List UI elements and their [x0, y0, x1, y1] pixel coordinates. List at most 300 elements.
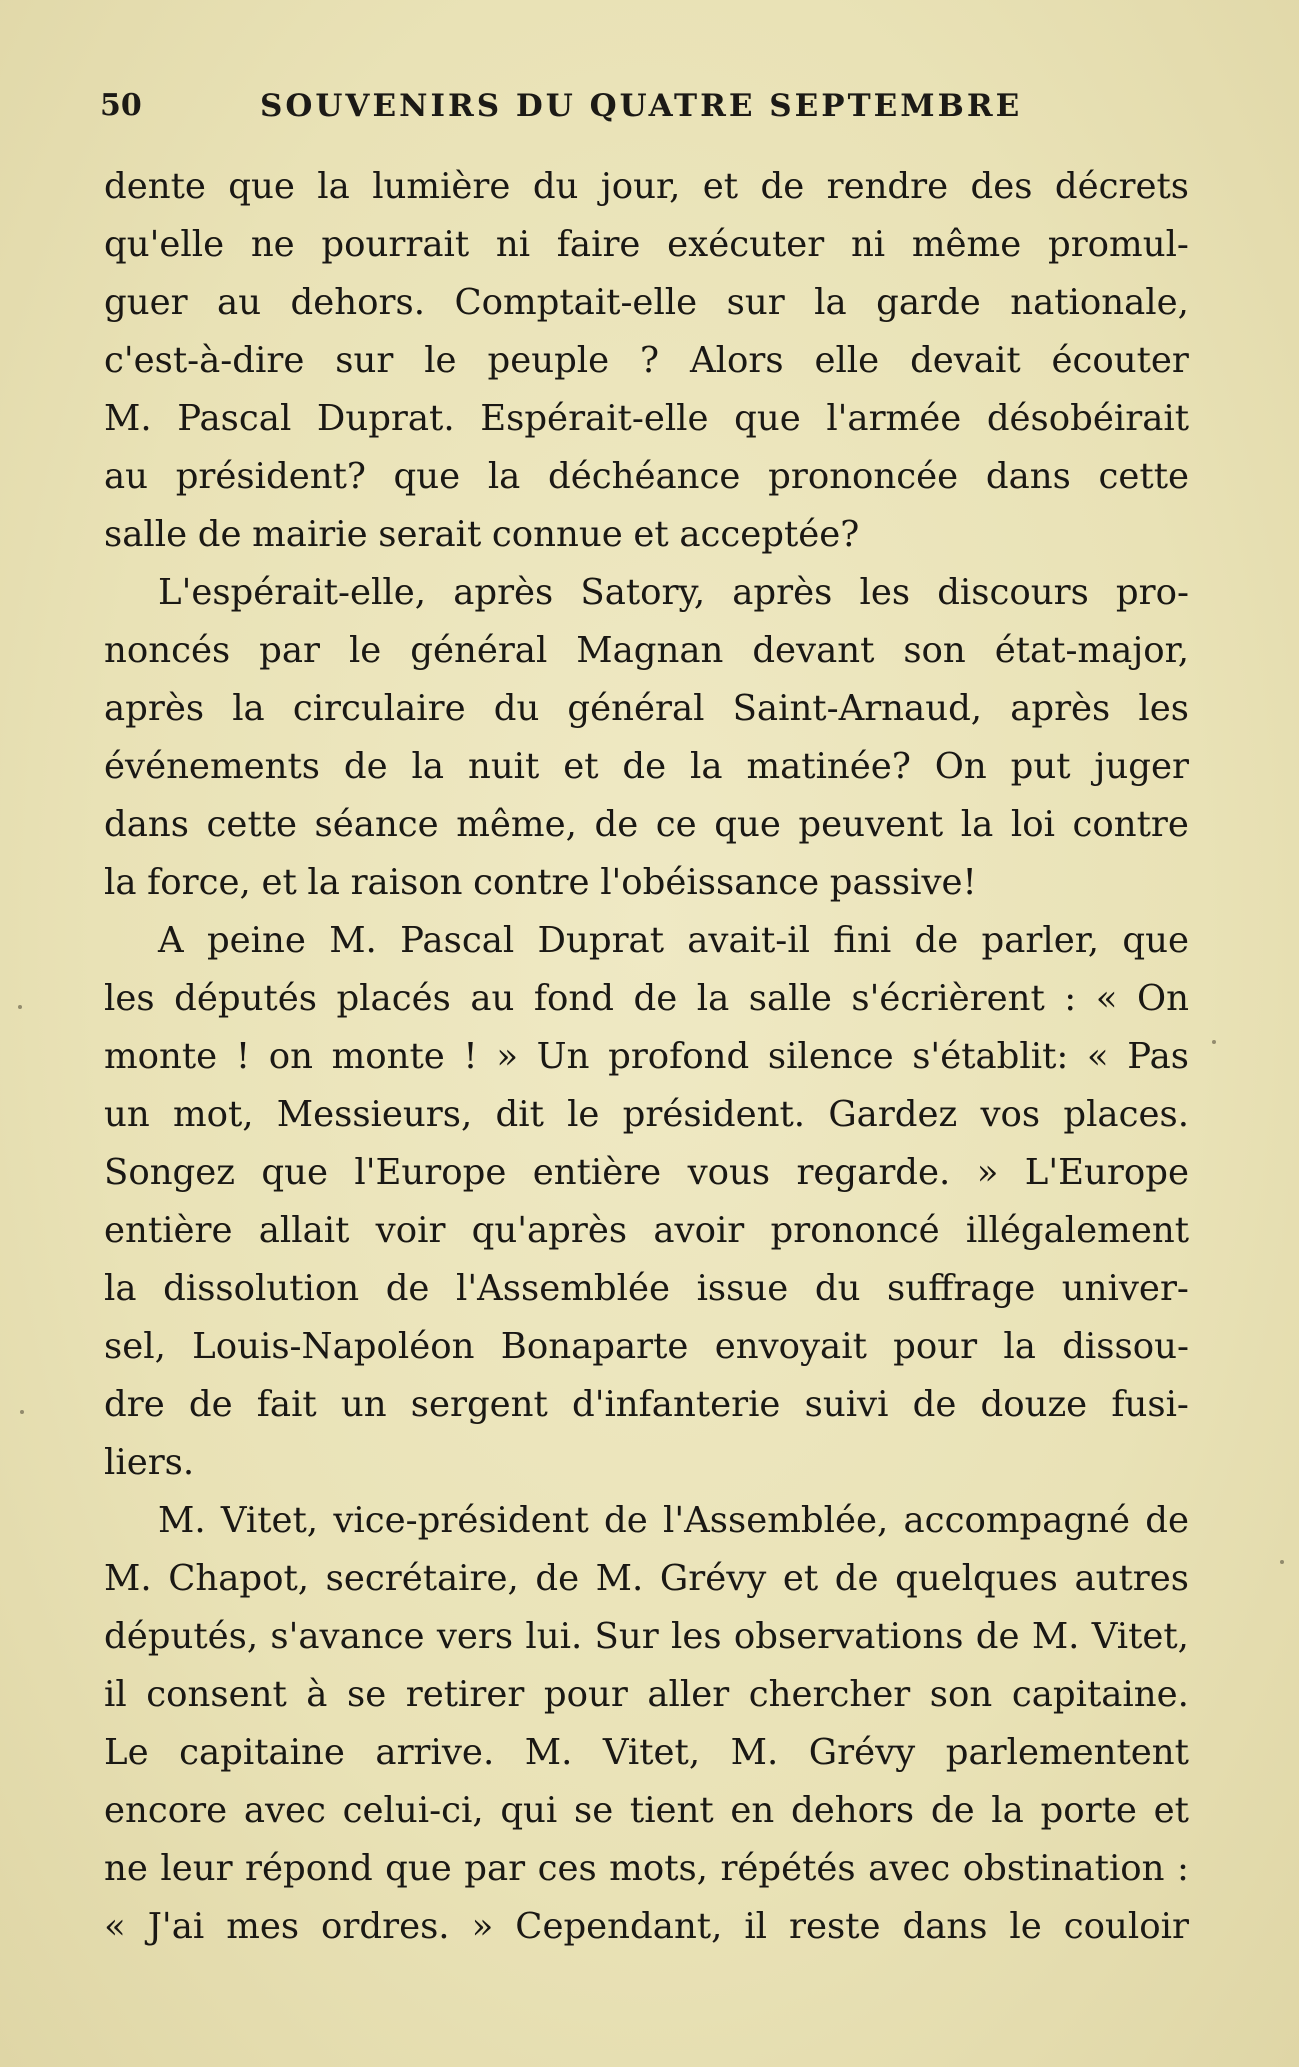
word: qu'elle: [104, 224, 225, 265]
text-line: [104, 158, 1189, 216]
word: au: [217, 282, 262, 323]
word: parler,: [981, 920, 1100, 961]
word: de: [604, 1500, 648, 1541]
word: les: [671, 1616, 722, 1657]
word: voir: [375, 1210, 446, 1251]
word: répond: [245, 1848, 373, 1889]
word: :: [1177, 1848, 1189, 1889]
word: au: [470, 978, 515, 1019]
word: fusi-: [1111, 1384, 1189, 1425]
word: de: [930, 1790, 975, 1831]
word: un: [340, 1384, 387, 1425]
word: «: [1095, 978, 1118, 1019]
word: suffrage: [887, 1268, 1036, 1309]
word: »: [496, 1036, 519, 1077]
word: ni: [495, 224, 531, 265]
paper-speck: [1280, 1560, 1284, 1564]
word: fini: [833, 920, 892, 961]
word: désobéirait: [986, 398, 1189, 439]
word: la: [696, 978, 730, 1019]
word: profond: [608, 1036, 750, 1077]
text-line: [104, 1840, 1189, 1898]
word: peine: [206, 920, 306, 961]
word: guer: [104, 282, 188, 323]
text-line: [104, 506, 1189, 564]
word: A: [158, 920, 184, 961]
word: contre: [1072, 804, 1189, 845]
word: la: [487, 456, 521, 497]
word: président?: [175, 456, 366, 497]
word: que: [385, 1848, 452, 1889]
word: l'Europe: [354, 1152, 507, 1193]
word: force,: [147, 862, 251, 903]
word: jour,: [600, 166, 681, 207]
word: que: [734, 398, 801, 439]
text-line: [104, 1144, 1189, 1202]
word: de: [343, 746, 388, 787]
word: prononcé: [770, 1210, 940, 1251]
word: le: [567, 1094, 600, 1135]
text-line: [104, 564, 1189, 622]
word: des: [970, 166, 1033, 207]
paper-speck: [18, 1005, 22, 1009]
word: la: [960, 804, 994, 845]
word: «: [1086, 1036, 1109, 1077]
word: séance: [314, 804, 439, 845]
word: de: [912, 1384, 957, 1425]
body-text: [104, 158, 1189, 1956]
word: à: [306, 1674, 328, 1715]
word: silence: [767, 1036, 894, 1077]
word: accompagné: [903, 1500, 1130, 1541]
word: juger: [1094, 746, 1189, 787]
word: elle: [814, 340, 880, 381]
word: vos: [980, 1094, 1041, 1135]
word: de: [914, 920, 959, 961]
word: obstination: [962, 1848, 1165, 1889]
word: Cependant,: [515, 1906, 723, 1947]
word: et: [702, 166, 739, 207]
text-line: [104, 970, 1189, 1028]
word: Vitet,: [220, 1500, 319, 1541]
word: monte: [331, 1036, 445, 1077]
text-line: [104, 680, 1189, 738]
word: matinée?: [746, 746, 911, 787]
word: le: [348, 630, 382, 671]
word: serait: [378, 514, 482, 555]
word: fait: [256, 1384, 317, 1425]
word: peuvent: [798, 804, 944, 845]
word: Alors: [689, 340, 784, 381]
text-line: [104, 1028, 1189, 1086]
running-title: SOUVENIRS DU QUATRE SEPTEMBRE: [260, 88, 1023, 124]
word: les: [859, 572, 911, 613]
word: même,: [456, 804, 577, 845]
text-line: [104, 912, 1189, 970]
word: contre: [473, 862, 590, 903]
word: lumière: [372, 166, 511, 207]
word: de: [535, 1558, 580, 1599]
word: »: [976, 1152, 999, 1193]
word: de: [760, 166, 805, 207]
word: décrets: [1054, 166, 1189, 207]
word: M.: [329, 920, 377, 961]
word: mairie: [252, 514, 368, 555]
word: se: [347, 1674, 387, 1715]
word: allait: [258, 1210, 350, 1251]
word: Comptait-elle: [454, 282, 698, 323]
word: sur: [726, 282, 785, 323]
word: d'infanterie: [571, 1384, 781, 1425]
word: placés: [336, 978, 451, 1019]
text-line: [104, 1086, 1189, 1144]
word: encore: [104, 1790, 228, 1831]
word: prononcée: [768, 456, 959, 497]
word: mot,: [172, 1094, 254, 1135]
word: Messieurs,: [276, 1094, 473, 1135]
word: mes: [226, 1906, 300, 1947]
text-line: [104, 1898, 1189, 1956]
word: état-major,: [994, 630, 1189, 671]
word: leur: [160, 1848, 233, 1889]
word: la: [411, 746, 445, 787]
word: Satory,: [580, 572, 706, 613]
word: du: [532, 166, 579, 207]
word: de: [834, 1558, 879, 1599]
word: issue: [696, 1268, 789, 1309]
word: entière: [104, 1210, 233, 1251]
word: J'ai: [147, 1906, 205, 1947]
text-line: [104, 1782, 1189, 1840]
word: il: [744, 1906, 768, 1947]
word: fond: [533, 978, 614, 1019]
word: Vitet,: [602, 1732, 701, 1773]
word: Magnan: [576, 630, 724, 671]
word: son: [903, 630, 966, 671]
word: «: [104, 1906, 126, 1947]
word: tient: [629, 1790, 714, 1831]
word: au: [104, 456, 149, 497]
word: promul-: [1047, 224, 1189, 265]
word: la: [690, 746, 723, 787]
word: pour: [893, 1326, 978, 1367]
text-line: [104, 448, 1189, 506]
word: même: [911, 224, 1022, 265]
word: de: [385, 1268, 430, 1309]
word: capitaine.: [1011, 1674, 1189, 1715]
text-line: [104, 1318, 1189, 1376]
word: dre: [104, 1384, 165, 1425]
word: s'écrièrent: [851, 978, 1045, 1019]
word: que: [393, 456, 461, 497]
word: vice-président: [333, 1500, 589, 1541]
word: répétés: [720, 1848, 856, 1889]
word: mots,: [609, 1848, 708, 1889]
word: peuple: [487, 340, 610, 381]
text-line: [104, 1550, 1189, 1608]
word: Duprat.: [316, 398, 455, 439]
word: pour: [543, 1674, 628, 1715]
text-line: [104, 1666, 1189, 1724]
word: Duprat: [537, 920, 664, 961]
word: l'armée: [826, 398, 962, 439]
word: de: [594, 804, 639, 845]
word: noncés: [104, 630, 231, 671]
text-line: [104, 332, 1189, 390]
word: !: [235, 1036, 251, 1077]
word: de: [633, 978, 678, 1019]
word: et: [261, 862, 297, 903]
word: loi: [1010, 804, 1055, 845]
text-line: [104, 390, 1189, 448]
word: Sur: [594, 1616, 659, 1657]
word: dans: [985, 456, 1071, 497]
word: porte: [1040, 1790, 1137, 1831]
word: la: [991, 1790, 1024, 1831]
word: entière: [532, 1152, 662, 1193]
word: »: [471, 1906, 494, 1947]
word: la: [307, 862, 340, 903]
word: On: [934, 746, 987, 787]
word: Grévy: [659, 1558, 767, 1599]
paper-speck: [1212, 1040, 1216, 1044]
word: par: [259, 630, 321, 671]
word: dit: [495, 1094, 544, 1135]
word: députés,: [104, 1616, 259, 1657]
word: Espérait-elle: [480, 398, 709, 439]
word: Saint-Arnaud,: [732, 688, 983, 729]
word: son: [929, 1674, 993, 1715]
word: M.: [104, 1558, 152, 1599]
word: sur: [335, 340, 394, 381]
word: vers: [436, 1616, 514, 1657]
text-line: [104, 738, 1189, 796]
word: que: [1122, 920, 1189, 961]
word: écouter: [1051, 340, 1189, 381]
word: après: [104, 688, 205, 729]
word: et: [633, 514, 669, 555]
word: Bonaparte: [500, 1326, 689, 1367]
word: cette: [206, 804, 297, 845]
word: ne: [104, 1848, 148, 1889]
word: ?: [640, 340, 660, 381]
text-line: [104, 1434, 1189, 1492]
word: douze: [980, 1384, 1088, 1425]
word: président.: [622, 1094, 806, 1135]
word: !: [463, 1036, 478, 1077]
paper-speck: [20, 1410, 24, 1414]
word: dissolution: [163, 1268, 360, 1309]
word: suivi: [804, 1384, 889, 1425]
word: par: [464, 1848, 526, 1889]
word: la: [814, 282, 847, 323]
word: L'Europe: [1024, 1152, 1189, 1193]
word: lui.: [525, 1616, 583, 1657]
word: dente: [104, 166, 206, 207]
word: avait-il: [687, 920, 810, 961]
word: M.: [1031, 1616, 1080, 1657]
text-line: [104, 1724, 1189, 1782]
word: M.: [524, 1732, 573, 1773]
word: dans: [104, 804, 189, 845]
word: ne: [250, 224, 295, 265]
word: événements: [104, 746, 320, 787]
word: Gardez: [828, 1094, 958, 1135]
word: qui: [500, 1790, 558, 1831]
word: ces: [537, 1848, 597, 1889]
word: places.: [1063, 1094, 1189, 1135]
word: s'établit:: [912, 1036, 1069, 1077]
word: :: [1064, 978, 1077, 1019]
text-line: [104, 1492, 1189, 1550]
word: Chapot,: [168, 1558, 310, 1599]
word: on: [268, 1036, 313, 1077]
word: sel,: [104, 1326, 166, 1367]
word: couloir: [1063, 1906, 1189, 1947]
word: devait: [910, 340, 1021, 381]
word: que: [714, 804, 781, 845]
word: pro-: [1115, 572, 1189, 613]
word: On: [1136, 978, 1189, 1019]
word: monte: [104, 1036, 218, 1077]
word: garde: [876, 282, 981, 323]
word: s'avance: [270, 1616, 425, 1657]
page-number: 50: [100, 88, 142, 123]
word: avec: [243, 1790, 326, 1831]
word: salle: [104, 514, 188, 555]
word: la: [104, 862, 137, 903]
word: nationale,: [1010, 282, 1189, 323]
word: en: [730, 1790, 775, 1831]
word: put: [1010, 746, 1071, 787]
word: retirer: [405, 1674, 525, 1715]
word: les: [104, 978, 155, 1019]
word: un: [104, 1094, 150, 1135]
word: la: [1003, 1326, 1036, 1367]
word: passive!: [829, 862, 977, 903]
word: M.: [158, 1500, 206, 1541]
word: regarde.: [796, 1152, 951, 1193]
word: L'espérait-elle,: [158, 572, 427, 613]
word: la: [104, 1268, 137, 1309]
word: qu'après: [471, 1210, 628, 1251]
word: avec: [868, 1848, 951, 1889]
text-line: [104, 1202, 1189, 1260]
word: du: [814, 1268, 861, 1309]
word: connue: [491, 514, 623, 555]
word: la: [317, 166, 350, 207]
word: après: [1010, 688, 1111, 729]
word: et: [782, 1558, 819, 1599]
word: capitaine: [179, 1732, 345, 1773]
word: avoir: [653, 1210, 745, 1251]
word: exécuter: [667, 224, 825, 265]
word: de: [1145, 1500, 1189, 1541]
word: dissou-: [1062, 1326, 1189, 1367]
word: sergent: [410, 1384, 548, 1425]
word: ordres.: [321, 1906, 450, 1947]
word: faire: [556, 224, 641, 265]
word: le: [1009, 1906, 1042, 1947]
word: cette: [1098, 456, 1189, 497]
word: discours: [937, 572, 1089, 613]
word: du: [493, 688, 540, 729]
word: M.: [595, 1558, 644, 1599]
word: devant: [752, 630, 875, 671]
word: vous: [687, 1152, 771, 1193]
word: que: [261, 1152, 328, 1193]
word: les: [1138, 688, 1189, 729]
word: secrétaire,: [325, 1558, 519, 1599]
text-line: [104, 622, 1189, 680]
word: Pascal: [177, 398, 292, 439]
text-line: [104, 854, 1189, 912]
text-line: [104, 1608, 1189, 1666]
word: Pas: [1127, 1036, 1189, 1077]
text-line: [104, 1260, 1189, 1318]
word: autres: [1074, 1558, 1189, 1599]
word: parlementent: [945, 1732, 1189, 1773]
word: après: [732, 572, 833, 613]
text-line: [104, 216, 1189, 274]
word: liers.: [104, 1442, 195, 1483]
word: M.: [104, 398, 152, 439]
word: de: [197, 514, 242, 555]
word: l'Assemblée: [456, 1268, 670, 1309]
word: général: [567, 688, 705, 729]
word: arrive.: [375, 1732, 495, 1773]
text-line: [104, 1376, 1189, 1434]
word: nuit: [467, 746, 540, 787]
word: ce: [655, 804, 697, 845]
word: illégalement: [965, 1210, 1189, 1251]
word: rendre: [826, 166, 949, 207]
word: quelques: [895, 1558, 1058, 1599]
word: acceptée?: [679, 514, 860, 555]
word: général: [410, 630, 548, 671]
word: dehors.: [290, 282, 425, 323]
word: il: [104, 1674, 127, 1715]
word: ni: [850, 224, 886, 265]
word: celui-ci,: [342, 1790, 484, 1831]
word: l'obéissance: [600, 862, 820, 903]
word: Le: [104, 1732, 149, 1773]
word: et: [563, 746, 599, 787]
word: Un: [536, 1036, 590, 1077]
word: Louis-Napoléon: [192, 1326, 475, 1367]
word: après: [453, 572, 554, 613]
word: raison: [350, 862, 463, 903]
word: l'Assemblée,: [663, 1500, 889, 1541]
word: de: [188, 1384, 233, 1425]
word: dehors: [790, 1790, 915, 1831]
word: la: [232, 688, 265, 729]
word: Pascal: [400, 920, 515, 961]
word: envoyait: [714, 1326, 867, 1367]
word: de: [975, 1616, 1020, 1657]
word: M.: [730, 1732, 779, 1773]
word: circulaire: [292, 688, 466, 729]
word: aller: [647, 1674, 730, 1715]
word: Grévy: [808, 1732, 916, 1773]
word: que: [228, 166, 295, 207]
word: députés: [174, 978, 317, 1019]
word: salle: [748, 978, 832, 1019]
word: observations: [733, 1616, 964, 1657]
word: et: [1153, 1790, 1189, 1831]
text-line: [104, 274, 1189, 332]
word: le: [424, 340, 457, 381]
